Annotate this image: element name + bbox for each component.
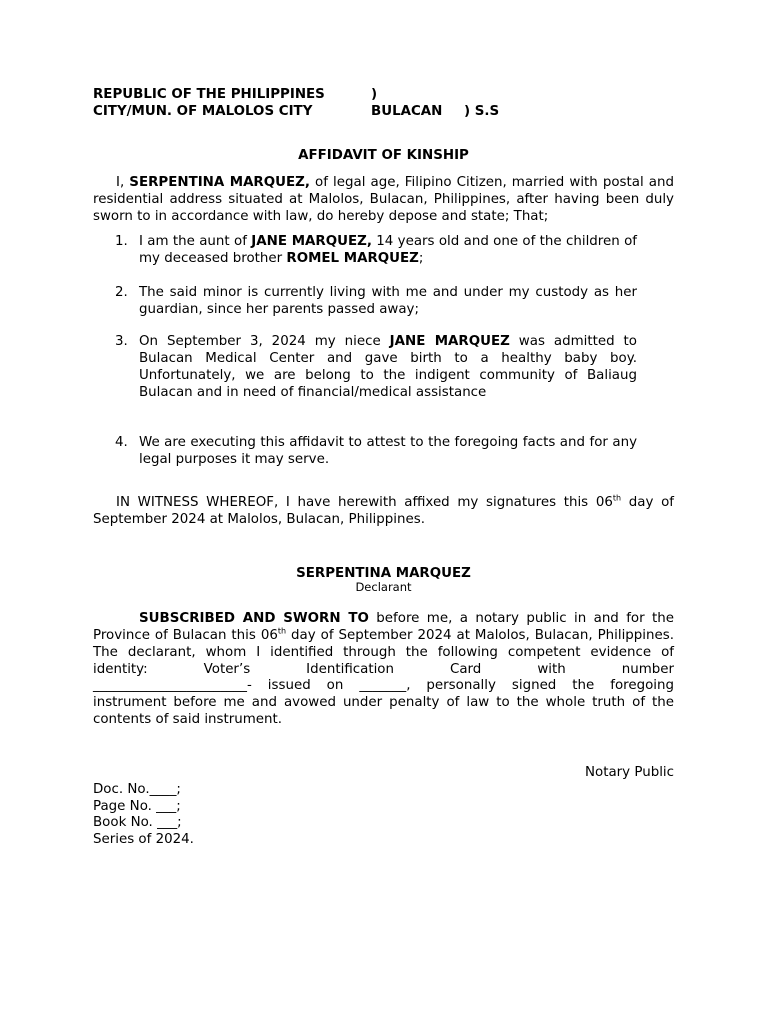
item-4: We are executing this affidavit to attest to the foregoing facts and for any legal purposes it may serve. bbox=[139, 435, 637, 467]
intro-text: of legal age, Filipino Citizen, married with postal and residential address situated at Malolos, Bulacan, Philippines, after having been duly sworn to in accordance with law, do hereby depose and state; That; bbox=[93, 175, 674, 224]
jurat-heading: SUBSCRIBED AND SWORN TO bbox=[139, 611, 369, 626]
book-number: Book No. ___; bbox=[93, 815, 182, 830]
caption-republic: REPUBLIC OF THE PHILIPPINES bbox=[93, 87, 325, 102]
page-number: Page No. ___; bbox=[93, 799, 181, 814]
witness-paragraph bbox=[93, 494, 674, 528]
item-number: 1. bbox=[115, 234, 128, 249]
affiant-name: SERPENTINA MARQUEZ, bbox=[129, 175, 310, 190]
brother-name: ROMEL MARQUEZ bbox=[286, 251, 419, 266]
jurat-paragraph bbox=[93, 610, 674, 678]
caption-ss: ) S.S bbox=[464, 104, 500, 119]
item-text: 14 years old and one of the children of my deceased brother bbox=[139, 234, 637, 266]
caption-city: CITY/MUN. OF MALOLOS CITY bbox=[93, 104, 313, 119]
item-number: 3. bbox=[115, 334, 128, 349]
item-text: was admitted to Bulacan Medical Center and gave birth to a healthy baby boy. Unfortunately, we are belong to the indigent community of Baliaug Bulacan and in need of financial/medical assistance bbox=[139, 334, 637, 400]
declarant-label: Declarant bbox=[355, 580, 412, 594]
document-title: AFFIDAVIT OF KINSHIP bbox=[298, 148, 469, 163]
caption-paren: ) bbox=[371, 87, 378, 102]
item-3 bbox=[139, 333, 637, 401]
item-number: 4. bbox=[115, 435, 128, 450]
jurat-blank-line: _______________________- issued on _______, personally signed the foregoing bbox=[93, 678, 674, 693]
minor-name: JANE MARQUEZ, bbox=[251, 234, 372, 249]
caption-province: BULACAN bbox=[371, 104, 443, 119]
item-1 bbox=[139, 233, 637, 267]
jurat-text: day of September 2024 at Malolos, Bulacan, Philippines. The declarant, whom I identified through the following competent evidence of identity: Voter’s Identification Card with number bbox=[93, 628, 674, 677]
witness-text: IN WITNESS WHEREOF, I have herewith affixed my signatures this 06 bbox=[116, 495, 613, 510]
ordinal-suffix: th bbox=[612, 493, 622, 503]
jurat-closing: instrument before me and avowed under penalty of law to the whole truth of the contents of said instrument. bbox=[93, 695, 674, 727]
series-year: Series of 2024. bbox=[93, 832, 194, 847]
witness-text: day of September 2024 at Malolos, Bulacan, Philippines. bbox=[93, 495, 674, 527]
item-number: 2. bbox=[115, 285, 128, 300]
doc-number: Doc. No.____; bbox=[93, 782, 181, 797]
item-text: On September 3, 2024 my niece bbox=[139, 334, 390, 349]
intro-prefix: I, bbox=[116, 175, 130, 190]
item-text: I am the aunt of bbox=[139, 234, 252, 249]
intro-paragraph bbox=[93, 174, 674, 225]
declarant-name: SERPENTINA MARQUEZ bbox=[296, 566, 471, 581]
notary-public-label: Notary Public bbox=[585, 765, 674, 780]
item-2: The said minor is currently living with me and under my custody as her guardian, since her parents passed away; bbox=[139, 285, 637, 317]
niece-name: JANE MARQUEZ bbox=[389, 334, 510, 349]
ordinal-suffix: th bbox=[277, 626, 287, 636]
jurat-text: before me, a notary public in and for the Province of Bulacan this 06 bbox=[93, 611, 674, 643]
item-text: ; bbox=[418, 251, 424, 266]
